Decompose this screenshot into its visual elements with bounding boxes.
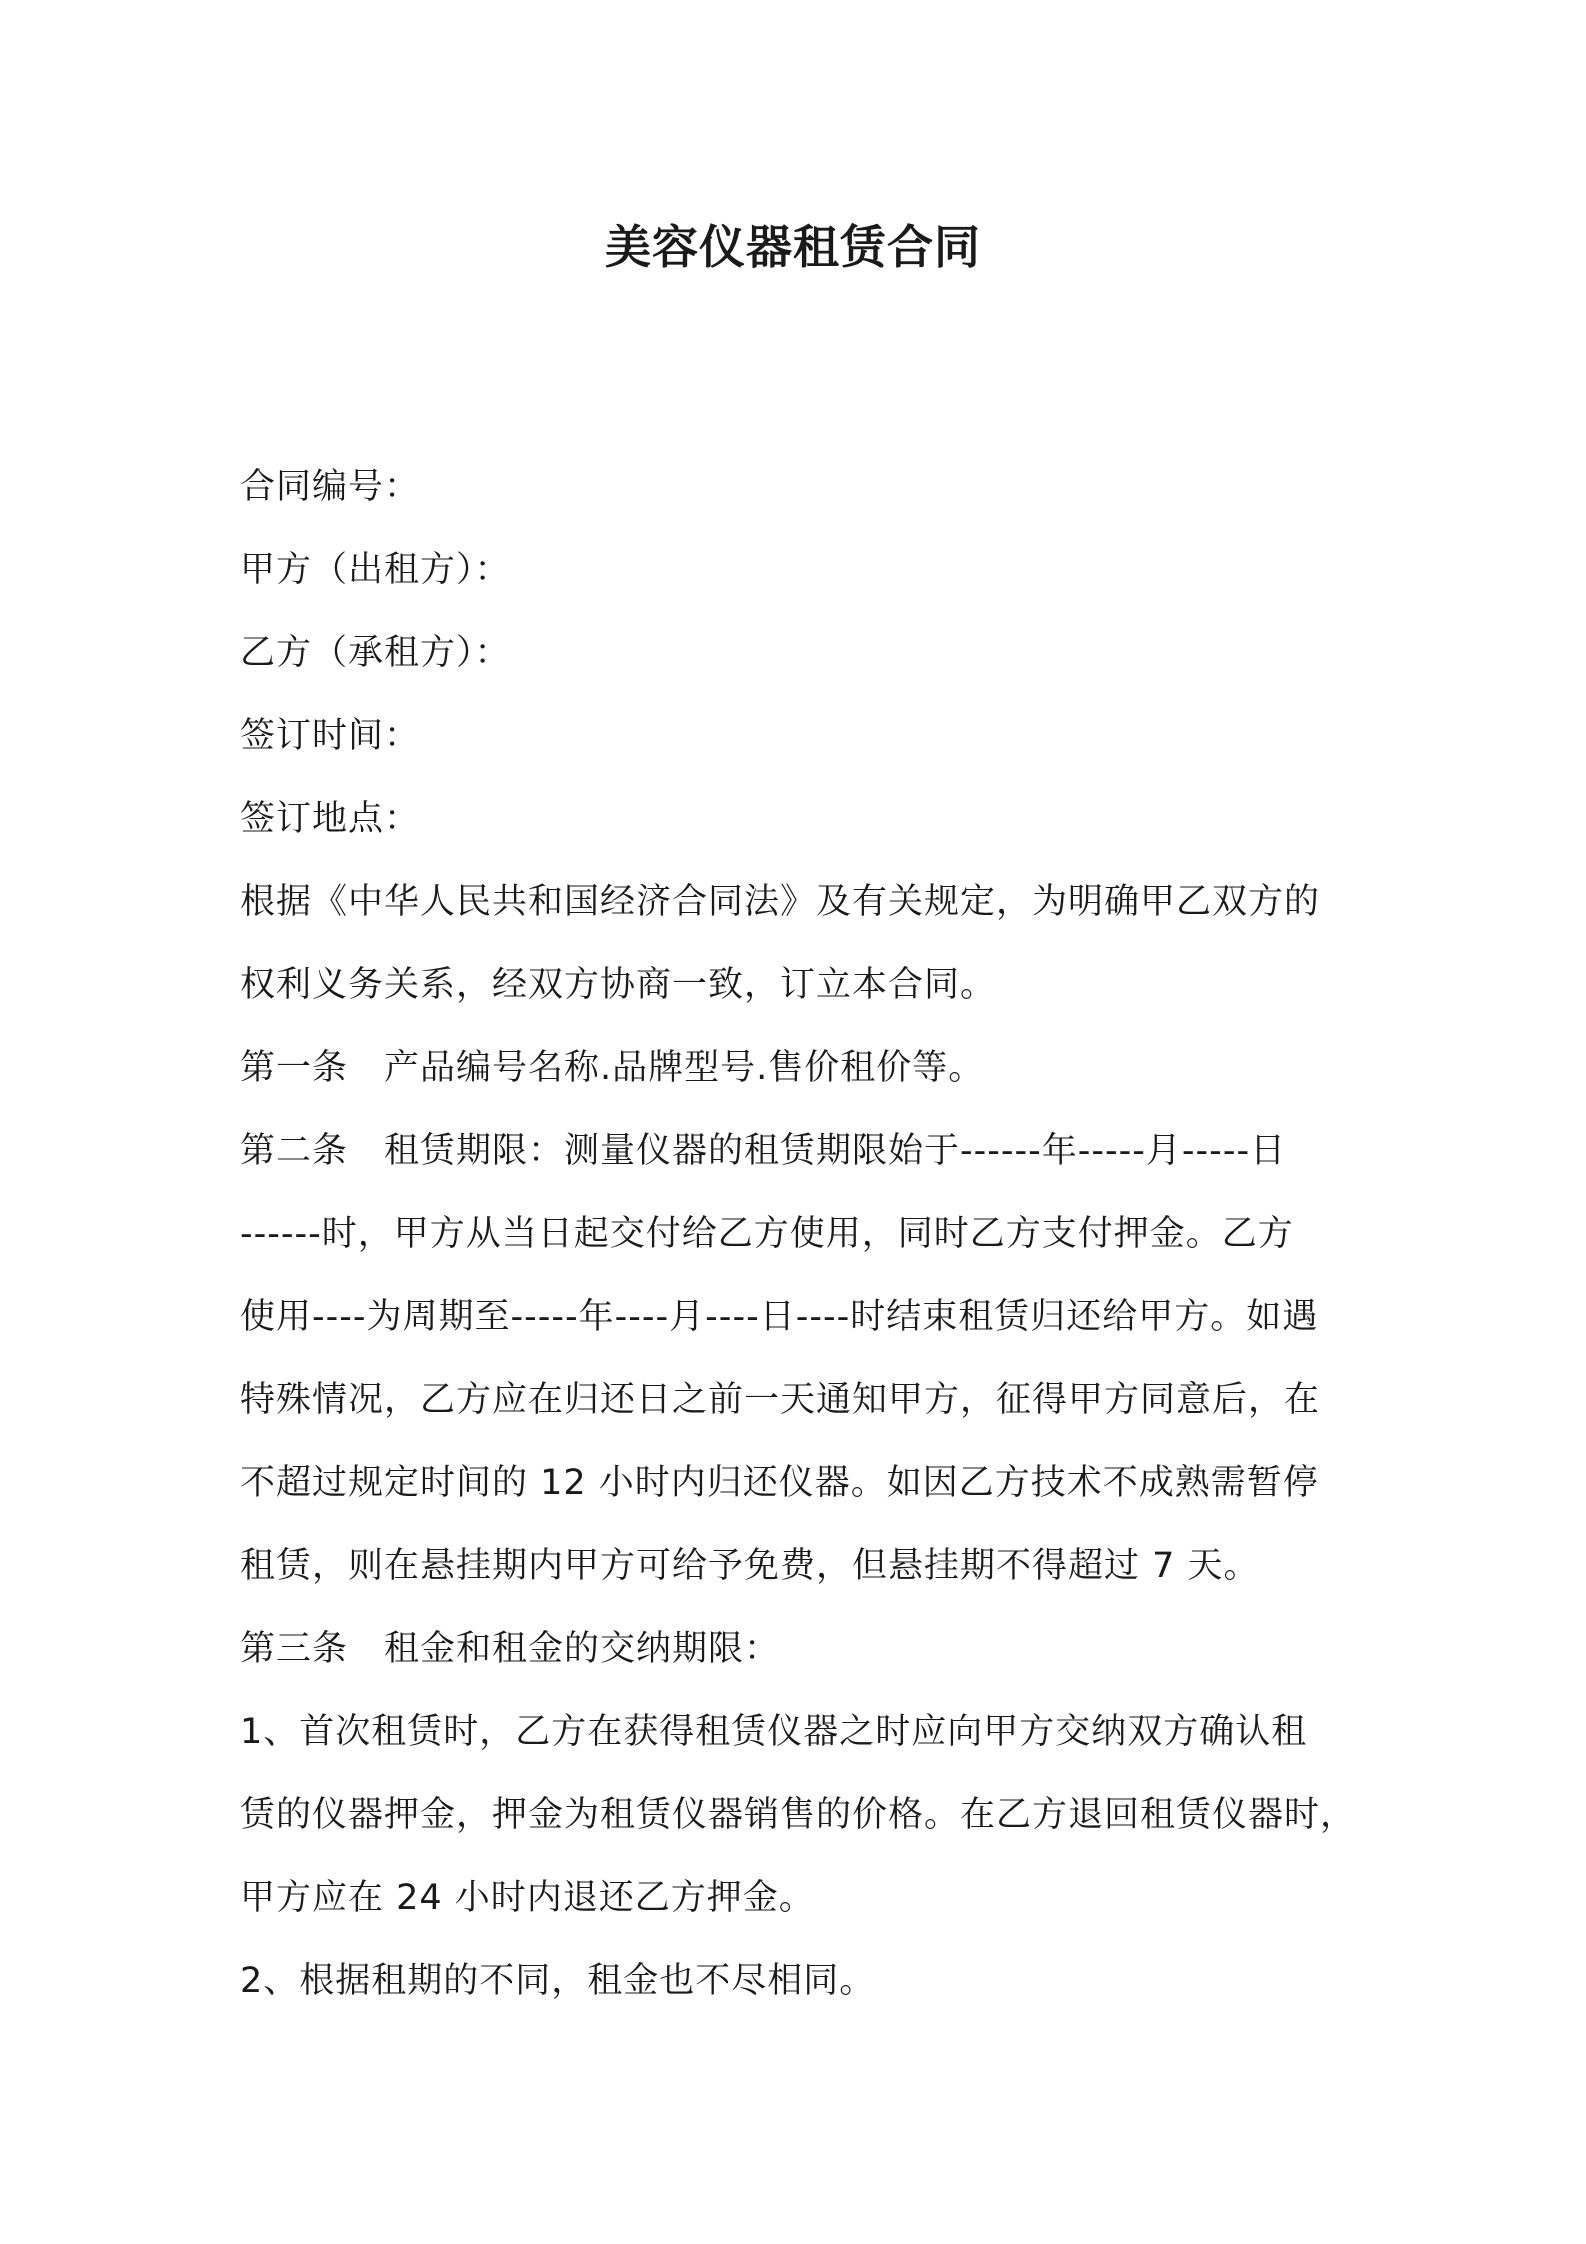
- article-3-item-2: 2、根据租期的不同，租金也不尽相同。: [240, 1961, 876, 2001]
- contract-number-field: 合同编号：: [240, 467, 421, 507]
- party-a-field: 甲方（出租方）：: [240, 550, 511, 590]
- document-title: 美容仪器租赁合同: [605, 220, 981, 274]
- article-2-line: 不超过规定时间的 12 小时内归还仪器。如因乙方技术不成熟需暂停: [240, 1463, 1319, 1503]
- preamble-line: 权利义务关系，经双方协商一致，订立本合同。: [240, 965, 997, 1005]
- signing-place-field: 签订地点：: [240, 799, 421, 839]
- article-2-line: 使用----为周期至-----年----月----日----时结束租赁归还给甲方。如遇: [240, 1297, 1319, 1337]
- article-1: 第一条 产品编号名称.品牌型号.售价租价等。: [240, 1048, 985, 1088]
- article-2-line: ------时，甲方从当日起交付给乙方使用，同时乙方支付押金。乙方: [240, 1214, 1294, 1254]
- article-3-item-1-line: 1、首次租赁时，乙方在获得租赁仪器之时应向甲方交纳双方确认租: [240, 1712, 1308, 1752]
- party-b-field: 乙方（承租方）：: [240, 633, 511, 673]
- preamble-line: 根据《中华人民共和国经济合同法》及有关规定，为明确甲乙双方的: [240, 882, 1321, 922]
- article-2-line: 租赁，则在悬挂期内甲方可给予免费，但悬挂期不得超过 7 天。: [240, 1546, 1260, 1586]
- article-2-line: 第二条 租赁期限：测量仪器的租赁期限始于------年-----月-----日: [240, 1131, 1287, 1171]
- article-3-item-1-line: 甲方应在 24 小时内退还乙方押金。: [240, 1878, 815, 1918]
- document-body: [240, 446, 1360, 2023]
- article-2-line: 特殊情况，乙方应在归还日之前一天通知甲方，征得甲方同意后，在: [240, 1380, 1321, 1420]
- signing-time-field: 签订时间：: [240, 716, 421, 756]
- article-3-item-1-line: 赁的仪器押金，押金为租赁仪器销售的价格。在乙方退回租赁仪器时，: [240, 1795, 1357, 1835]
- article-3-heading: 第三条 租金和租金的交纳期限：: [240, 1629, 781, 1669]
